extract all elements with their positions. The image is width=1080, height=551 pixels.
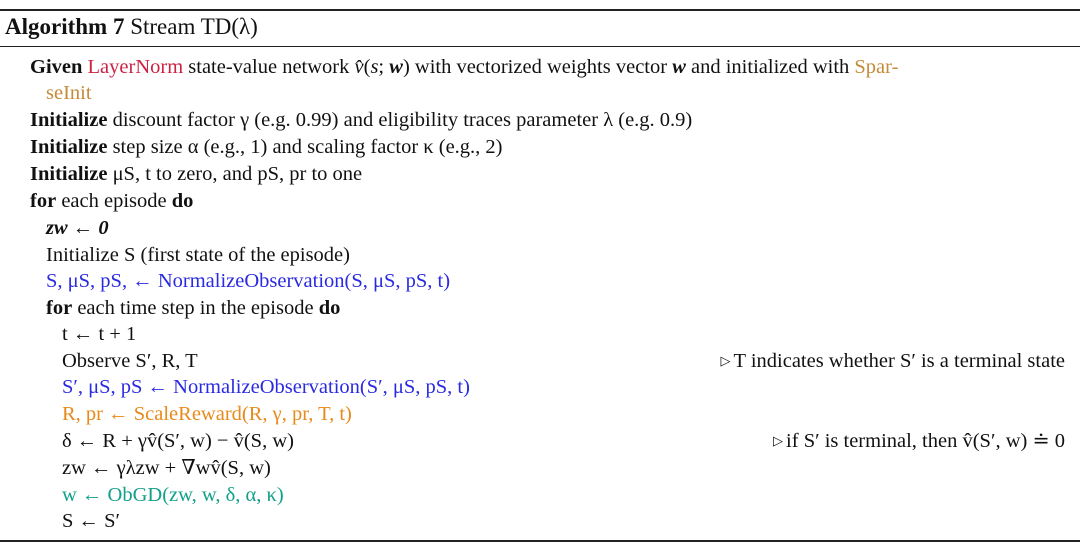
keyword-initialize: Initialize bbox=[30, 136, 108, 158]
keyword-given: Given bbox=[30, 56, 83, 78]
for-episode-text: each episode bbox=[56, 190, 172, 212]
line-z-reset: zw ← 0 bbox=[46, 217, 109, 239]
comment-terminal bbox=[721, 348, 1065, 376]
line-for-episode bbox=[30, 188, 193, 214]
init-stepsize-text: step size α (e.g., 1) and scaling factor κ (e.g., 2) bbox=[107, 136, 503, 158]
keyword-do: do bbox=[171, 190, 194, 212]
given-text-4: and initialized with bbox=[685, 56, 855, 78]
header-rule bbox=[0, 46, 1080, 47]
algorithm-label: Algorithm 7 bbox=[5, 14, 125, 39]
top-rule bbox=[0, 9, 1080, 11]
line-z-update: zw ← γλzw + ∇wv̂(S, w) bbox=[62, 457, 271, 479]
keyword-initialize: Initialize bbox=[30, 109, 108, 131]
triangle-icon: ▷ bbox=[720, 353, 731, 368]
keyword-for: for bbox=[46, 297, 73, 319]
comment-delta bbox=[773, 428, 1065, 456]
init-zero-text: μS, t to zero, and pS, pr to one bbox=[107, 163, 363, 185]
sparseinit-text-2: seInit bbox=[46, 82, 92, 104]
line-init-state: Initialize S (first state of the episode) bbox=[46, 244, 350, 266]
comment-terminal-text: T indicates whether S′ is a terminal state bbox=[733, 350, 1065, 372]
line-init-discount bbox=[30, 107, 692, 133]
line-init-zero bbox=[30, 161, 362, 187]
sparseinit-text-1: Spar- bbox=[854, 56, 899, 78]
given-text-3: with vectorized weights vector bbox=[409, 56, 673, 78]
line-delta: δ ← R + γv̂(S′, w) − v̂(S, w) bbox=[62, 430, 294, 452]
keyword-for: for bbox=[30, 190, 57, 212]
init-discount-text: discount factor γ (e.g. 0.99) and eligibility traces parameter λ (e.g. 0.9) bbox=[107, 109, 693, 131]
for-step-text: each time step in the episode bbox=[72, 297, 319, 319]
line-given: Given LayerNorm state-value network v̂(s; w) with vectorized weights vector w and initialized with Spar- bbox=[30, 56, 899, 78]
line-init-stepsize bbox=[30, 134, 503, 160]
line-s-update: S ← S′ bbox=[62, 510, 121, 532]
line-t-increment: t ← t + 1 bbox=[62, 323, 137, 345]
algorithm-title bbox=[5, 12, 258, 42]
triangle-icon: ▷ bbox=[773, 433, 784, 448]
line-scale-reward: R, pr ← ScaleReward(R, γ, pr, T, t) bbox=[62, 403, 352, 425]
algorithm-name: Stream TD(λ) bbox=[130, 14, 258, 39]
line-for-step bbox=[46, 295, 340, 321]
line-normalize-2: S′, μS, pS ← NormalizeObservation(S′, μS, pS, t) bbox=[62, 376, 470, 398]
given-text-2: state-value network bbox=[183, 56, 355, 78]
line-w-update: w ← ObGD(zw, w, δ, α, κ) bbox=[62, 484, 284, 506]
line-normalize-1: S, μS, pS, ← NormalizeObservation(S, μS, pS, t) bbox=[46, 270, 451, 292]
keyword-initialize: Initialize bbox=[30, 163, 108, 185]
line-observe: Observe S′, R, T bbox=[62, 350, 198, 372]
comment-delta-text: if S′ is terminal, then v̂(S′, w) ≐ 0 bbox=[786, 430, 1065, 452]
bottom-rule bbox=[0, 540, 1080, 542]
layernorm-text: LayerNorm bbox=[87, 56, 184, 78]
keyword-do: do bbox=[318, 297, 341, 319]
